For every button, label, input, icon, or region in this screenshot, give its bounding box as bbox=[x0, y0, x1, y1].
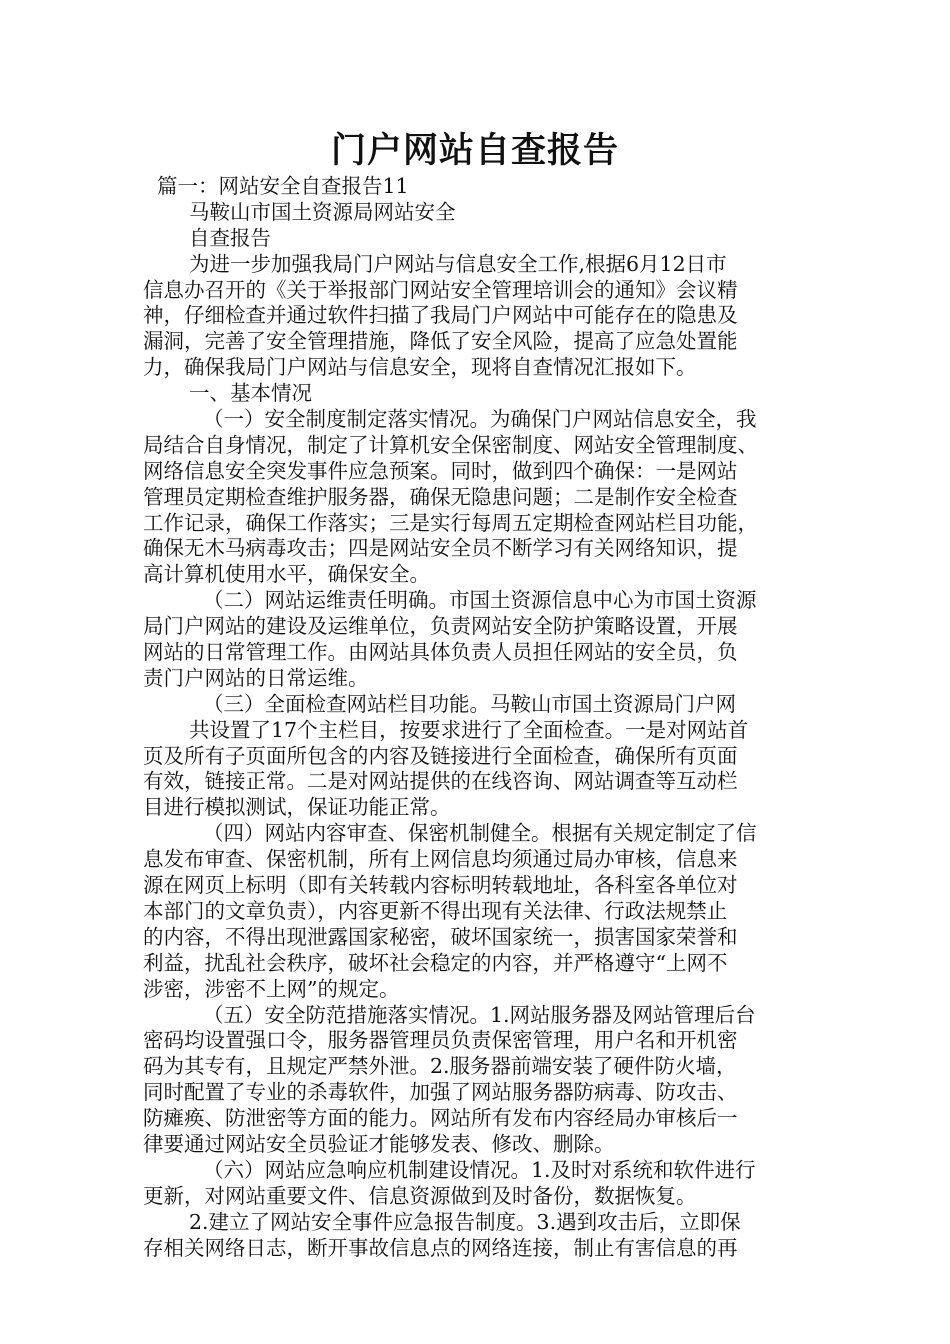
text-line: （二）网站运维责任明确。市国土资源信息中心为市国土资源 bbox=[203, 588, 757, 613]
text-line: 高计算机使用水平，确保安全。 bbox=[143, 562, 430, 587]
text-line: （六）网站应急响应机制建设情况。1.及时对系统和软件进行 bbox=[203, 1157, 756, 1182]
text-line: 利益，扰乱社会秩序，破坏社会稳定的内容，并严格遵守“上网不 bbox=[143, 950, 728, 975]
text-line: 网络信息安全突发事件应急预案。同时，做到四个确保：一是网站 bbox=[143, 458, 738, 483]
text-line: 局结合自身情况，制定了计算机安全保密制度、网站安全管理制度、 bbox=[143, 432, 758, 457]
text-line: 马鞍山市国土资源局网站安全 bbox=[189, 199, 456, 224]
text-line: 神，仔细检查并通过软件扫描了我局门户网站中可能存在的隐患及 bbox=[143, 303, 738, 328]
text-line: 共设置了17个主栏目，按要求进行了全面检查。一是对网站首 bbox=[189, 717, 749, 742]
text-line: 力，确保我局门户网站与信息安全，现将自查情况汇报如下。 bbox=[143, 355, 697, 380]
text-line: 律要通过网站安全员验证才能够发表、修改、删除。 bbox=[143, 1131, 615, 1156]
text-line: 自查报告 bbox=[189, 225, 271, 250]
text-line: 码为其专有，且规定严禁外泄。2.服务器前端安装了硬件防火墙， bbox=[143, 1054, 737, 1079]
text-line: 源在网页上标明（即有关转载内容标明转载地址，各科室各单位对 bbox=[143, 873, 738, 898]
text-line: 确保无木马病毒攻击；四是网站安全员不断学习有关网络知识，提 bbox=[143, 536, 738, 561]
text-line: 目进行模拟测试，保证功能正常。 bbox=[143, 795, 451, 820]
text-line: （四）网站内容审查、保密机制健全。根据有关规定制定了信 bbox=[203, 821, 757, 846]
text-line: 防瘫痪、防泄密等方面的能力。网站所有发布内容经局办审核后一 bbox=[143, 1106, 738, 1131]
text-line: 局门户网站的建设及运维单位，负责网站安全防护策略设置，开展 bbox=[143, 614, 738, 639]
text-line: 漏洞，完善了安全管理措施，降低了安全风险，提高了应急处置能 bbox=[143, 329, 738, 354]
text-line: 密码均设置强口令，服务器管理员负责保密管理，用户名和开机密 bbox=[143, 1028, 738, 1053]
text-line: （五）安全防范措施落实情况。1.网站服务器及网站管理后台 bbox=[203, 1002, 756, 1027]
text-line: 页及所有子页面所包含的内容及链接进行全面检查，确保所有页面 bbox=[143, 743, 738, 768]
text-line: 涉密，涉密不上网”的规定。 bbox=[143, 976, 400, 1001]
text-line: 网站的日常管理工作。由网站具体负责人员担任网站的安全员，负 bbox=[143, 640, 738, 665]
text-line: 同时配置了专业的杀毒软件，加强了网站服务器防病毒、防攻击、 bbox=[143, 1080, 738, 1105]
document-body bbox=[143, 174, 808, 1261]
text-line: 篇一：网站安全自查报告11 bbox=[157, 174, 409, 198]
text-line: 为进一步加强我局门户网站与信息安全工作,根据6月12日市 bbox=[189, 251, 727, 276]
text-line: 2.建立了网站安全事件应急报告制度。3.遇到攻击后，立即保 bbox=[189, 1209, 741, 1234]
document-title: 门户网站自查报告 bbox=[330, 130, 619, 171]
text-line: 存相关网络日志，断开事故信息点的网络连接，制止有害信息的再 bbox=[143, 1235, 738, 1260]
text-line: 责门户网站的日常运维。 bbox=[143, 665, 369, 690]
text-line: 的内容，不得出现泄露国家秘密，破坏国家统一，损害国家荣誉和 bbox=[143, 924, 738, 949]
text-line: 本部门的文章负责），内容更新不得出现有关法律、行政法规禁止 bbox=[143, 898, 728, 923]
text-line: 工作记录，确保工作落实；三是实行每周五定期检查网站栏目功能， bbox=[143, 510, 758, 535]
text-line: 更新，对网站重要文件、信息资源做到及时备份，数据恢复。 bbox=[143, 1183, 697, 1208]
text-line: 有效，链接正常。二是对网站提供的在线咨询、网站调查等互动栏 bbox=[143, 769, 738, 794]
text-line: （一）安全制度制定落实情况。为确保门户网站信息安全，我 bbox=[203, 407, 757, 432]
text-line: 管理员定期检查维护服务器，确保无隐患问题；二是制作安全检查 bbox=[143, 484, 738, 509]
text-line: （三）全面检查网站栏目功能。马鞍山市国土资源局门户网 bbox=[203, 691, 736, 716]
text-line: 信息办召开的《关于举报部门网站安全管理培训会的通知》会议精 bbox=[143, 277, 738, 302]
text-line: 息发布审查、保密机制，所有上网信息均须通过局办审核，信息来 bbox=[143, 847, 738, 872]
section-heading: 一、基本情况 bbox=[189, 381, 312, 406]
